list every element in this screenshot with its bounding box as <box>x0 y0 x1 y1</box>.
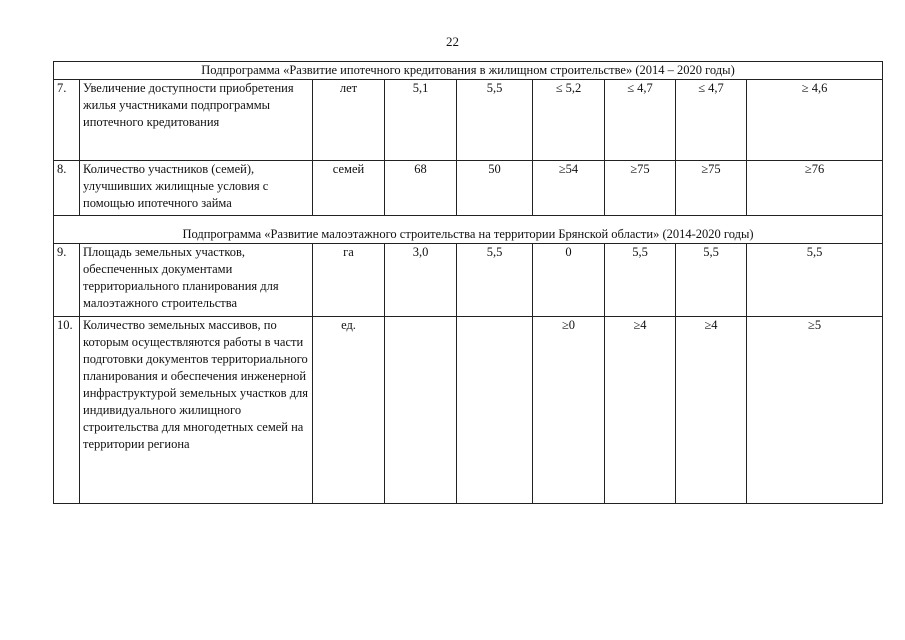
table-row <box>54 161 883 216</box>
value-cell: 5,5 <box>457 80 533 161</box>
value-cell: 5,1 <box>385 80 457 161</box>
row-number: 9. <box>54 244 80 317</box>
indicator-name: Площадь земельных участков, обеспеченных документами территориального планирования для малоэтажного строительства <box>80 244 313 317</box>
value-cell <box>385 317 457 504</box>
value-cell: ≥75 <box>676 161 747 216</box>
indicator-name: Увеличение доступности приобретения жилья участниками подпрограммы ипотечного кредитования <box>80 80 313 161</box>
value-cell: 5,5 <box>676 244 747 317</box>
value-cell: ≥4 <box>676 317 747 504</box>
section-header-row <box>54 216 883 244</box>
value-cell <box>457 317 533 504</box>
value-cell: ≥0 <box>533 317 605 504</box>
row-number: 10. <box>54 317 80 504</box>
section-title: Подпрограмма «Развитие малоэтажного строительства на территории Брянской области» (2014-2020 годы) <box>54 216 883 244</box>
page-number: 22 <box>446 34 459 49</box>
value-cell: ≤ 4,7 <box>605 80 676 161</box>
value-cell: 5,5 <box>747 244 883 317</box>
value-cell: ≥5 <box>747 317 883 504</box>
unit-cell: ед. <box>313 317 385 504</box>
unit-cell: лет <box>313 80 385 161</box>
value-cell: ≥76 <box>747 161 883 216</box>
indicators-table <box>53 61 883 504</box>
value-cell: 5,5 <box>457 244 533 317</box>
indicator-name: Количество участников (семей), улучшивших жилищные условия с помощью ипотечного займа <box>80 161 313 216</box>
unit-cell: га <box>313 244 385 317</box>
value-cell: ≥54 <box>533 161 605 216</box>
value-cell: 0 <box>533 244 605 317</box>
indicator-name: Количество земельных массивов, по которым осуществляются работы в части подготовки документов территориального планирования и обеспечения инженерной инфраструктурой земельных участков для индивидуального жилищного строительства для многодетных семей на территории региона <box>80 317 313 504</box>
table-row <box>54 80 883 161</box>
value-cell: 68 <box>385 161 457 216</box>
value-cell: ≤ 4,7 <box>676 80 747 161</box>
section-title: Подпрограмма «Развитие ипотечного кредитования в жилищном строительстве» (2014 – 2020 годы) <box>54 62 883 80</box>
value-cell: 5,5 <box>605 244 676 317</box>
value-cell: ≥ 4,6 <box>747 80 883 161</box>
row-number: 7. <box>54 80 80 161</box>
table-row <box>54 244 883 317</box>
value-cell: ≥4 <box>605 317 676 504</box>
section-header-row <box>54 62 883 80</box>
unit-cell: семей <box>313 161 385 216</box>
value-cell: 3,0 <box>385 244 457 317</box>
value-cell: ≤ 5,2 <box>533 80 605 161</box>
value-cell: ≥75 <box>605 161 676 216</box>
value-cell: 50 <box>457 161 533 216</box>
row-number: 8. <box>54 161 80 216</box>
table-row <box>54 317 883 504</box>
